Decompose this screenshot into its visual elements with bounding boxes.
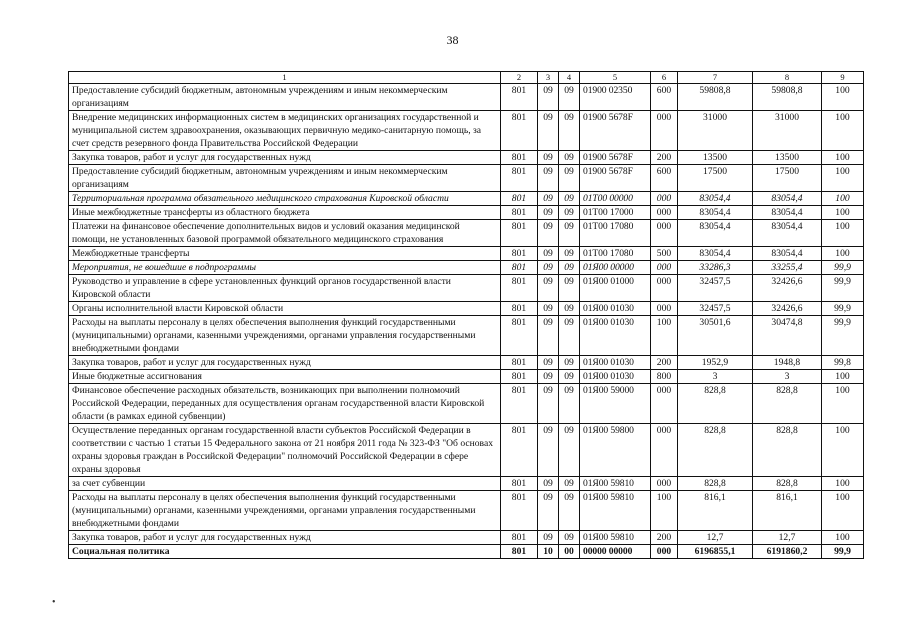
planned-amount-cell: 83054,4 <box>678 192 753 206</box>
expense-name-cell: Мероприятия, не вошедшие в подпрограммы <box>69 261 501 275</box>
planned-amount-cell: 828,8 <box>678 384 753 424</box>
target-article-cell: 01Я00 01030 <box>580 316 651 356</box>
subsection-code-cell: 09 <box>559 356 580 370</box>
section-code-cell: 09 <box>538 111 559 151</box>
table-row <box>69 192 864 206</box>
department-code-cell: 801 <box>501 275 538 302</box>
execution-percent-cell: 100 <box>822 84 864 111</box>
subsection-code-cell: 09 <box>559 424 580 477</box>
department-code-cell: 801 <box>501 206 538 220</box>
page-number: 38 <box>446 33 459 47</box>
execution-percent-cell: 99,9 <box>822 261 864 275</box>
expense-name-cell: Платежи на финансовое обеспечение дополнительных видов и условий оказания медицинской помощи, не установленных базовой программой обязательного медицинского страхования <box>69 220 501 247</box>
executed-amount-cell: 17500 <box>753 165 822 192</box>
execution-percent-cell: 100 <box>822 192 864 206</box>
department-code-cell: 801 <box>501 356 538 370</box>
target-article-cell: 01T00 17080 <box>580 247 651 261</box>
table-row <box>69 302 864 316</box>
department-code-cell: 801 <box>501 491 538 531</box>
section-code-cell: 10 <box>538 545 559 559</box>
target-article-cell: 01Я00 59000 <box>580 384 651 424</box>
execution-percent-cell: 99,9 <box>822 545 864 559</box>
table-row <box>69 424 864 477</box>
target-article-cell: 01900 5678F <box>580 165 651 192</box>
expense-type-cell: 100 <box>651 491 678 531</box>
expense-type-cell: 600 <box>651 165 678 192</box>
subsection-code-cell: 09 <box>559 302 580 316</box>
table-row <box>69 491 864 531</box>
header-cell-8: 8 <box>753 72 822 84</box>
execution-percent-cell: 100 <box>822 220 864 247</box>
expense-name-cell: Социальная политика <box>69 545 501 559</box>
department-code-cell: 801 <box>501 477 538 491</box>
subsection-code-cell: 09 <box>559 491 580 531</box>
executed-amount-cell: 6191860,2 <box>753 545 822 559</box>
target-article-cell: 01Я00 00000 <box>580 261 651 275</box>
target-article-cell: 01Я00 01000 <box>580 275 651 302</box>
expense-type-cell: 800 <box>651 370 678 384</box>
subsection-code-cell: 09 <box>559 316 580 356</box>
executed-amount-cell: 33255,4 <box>753 261 822 275</box>
execution-percent-cell: 100 <box>822 165 864 192</box>
table-row <box>69 165 864 192</box>
execution-percent-cell: 100 <box>822 477 864 491</box>
section-code-cell: 09 <box>538 192 559 206</box>
header-cell-6: 6 <box>651 72 678 84</box>
table-row <box>69 247 864 261</box>
executed-amount-cell: 83054,4 <box>753 192 822 206</box>
executed-amount-cell: 83054,4 <box>753 206 822 220</box>
executed-amount-cell: 1948,8 <box>753 356 822 370</box>
executed-amount-cell: 816,1 <box>753 491 822 531</box>
executed-amount-cell: 828,8 <box>753 424 822 477</box>
department-code-cell: 801 <box>501 424 538 477</box>
executed-amount-cell: 12,7 <box>753 531 822 545</box>
expense-type-cell: 000 <box>651 111 678 151</box>
executed-amount-cell: 30474,8 <box>753 316 822 356</box>
subsection-code-cell: 09 <box>559 84 580 111</box>
section-code-cell: 09 <box>538 220 559 247</box>
execution-percent-cell: 99,9 <box>822 302 864 316</box>
header-row <box>69 72 864 84</box>
execution-percent-cell: 100 <box>822 491 864 531</box>
planned-amount-cell: 828,8 <box>678 477 753 491</box>
section-code-cell: 09 <box>538 316 559 356</box>
department-code-cell: 801 <box>501 384 538 424</box>
target-article-cell: 01Я00 59810 <box>580 477 651 491</box>
table-row <box>69 531 864 545</box>
subsection-code-cell: 09 <box>559 477 580 491</box>
executed-amount-cell: 828,8 <box>753 477 822 491</box>
department-code-cell: 801 <box>501 151 538 165</box>
department-code-cell: 801 <box>501 111 538 151</box>
department-code-cell: 801 <box>501 165 538 192</box>
subsection-code-cell: 09 <box>559 165 580 192</box>
planned-amount-cell: 6196855,1 <box>678 545 753 559</box>
executed-amount-cell: 13500 <box>753 151 822 165</box>
department-code-cell: 801 <box>501 545 538 559</box>
expense-type-cell: 100 <box>651 316 678 356</box>
target-article-cell: 01Я00 01030 <box>580 356 651 370</box>
expense-type-cell: 000 <box>651 545 678 559</box>
executed-amount-cell: 32426,6 <box>753 275 822 302</box>
expense-name-cell: Финансовое обеспечение расходных обязательств, возникающих при выполнении полномочий Российской Федерации, переданных для осуществления органам государственной власти Кировской области (в рамках единой субвенции) <box>69 384 501 424</box>
target-article-cell: 01Я00 59810 <box>580 531 651 545</box>
header-cell-4: 4 <box>559 72 580 84</box>
planned-amount-cell: 83054,4 <box>678 220 753 247</box>
department-code-cell: 801 <box>501 220 538 247</box>
section-code-cell: 09 <box>538 151 559 165</box>
expense-type-cell: 000 <box>651 302 678 316</box>
department-code-cell: 801 <box>501 247 538 261</box>
section-code-cell: 09 <box>538 384 559 424</box>
expense-name-cell: за счет субвенции <box>69 477 501 491</box>
subsection-code-cell: 09 <box>559 220 580 247</box>
target-article-cell: 01Я00 59810 <box>580 491 651 531</box>
planned-amount-cell: 1952,9 <box>678 356 753 370</box>
table-row <box>69 477 864 491</box>
planned-amount-cell: 33286,3 <box>678 261 753 275</box>
section-code-cell: 09 <box>538 84 559 111</box>
table-row <box>69 356 864 370</box>
planned-amount-cell: 32457,5 <box>678 275 753 302</box>
expense-name-cell: Органы исполнительной власти Кировской области <box>69 302 501 316</box>
execution-percent-cell: 100 <box>822 111 864 151</box>
subsection-code-cell: 09 <box>559 370 580 384</box>
subsection-code-cell: 00 <box>559 545 580 559</box>
section-code-cell: 09 <box>538 165 559 192</box>
executed-amount-cell: 83054,4 <box>753 220 822 247</box>
execution-percent-cell: 100 <box>822 370 864 384</box>
header-cell-1: 1 <box>69 72 501 84</box>
expense-name-cell: Иные межбюджетные трансферты из областного бюджета <box>69 206 501 220</box>
department-code-cell: 801 <box>501 316 538 356</box>
section-code-cell: 09 <box>538 477 559 491</box>
planned-amount-cell: 816,1 <box>678 491 753 531</box>
planned-amount-cell: 31000 <box>678 111 753 151</box>
department-code-cell: 801 <box>501 261 538 275</box>
planned-amount-cell: 30501,6 <box>678 316 753 356</box>
executed-amount-cell: 3 <box>753 370 822 384</box>
planned-amount-cell: 83054,4 <box>678 206 753 220</box>
expense-type-cell: 000 <box>651 477 678 491</box>
expense-name-cell: Закупка товаров, работ и услуг для государственных нужд <box>69 531 501 545</box>
department-code-cell: 801 <box>501 370 538 384</box>
execution-percent-cell: 99,8 <box>822 356 864 370</box>
section-code-cell: 09 <box>538 370 559 384</box>
expense-type-cell: 000 <box>651 192 678 206</box>
budget-table <box>68 71 864 559</box>
planned-amount-cell: 59808,8 <box>678 84 753 111</box>
table-body <box>69 84 864 559</box>
header-cell-9: 9 <box>822 72 864 84</box>
planned-amount-cell: 13500 <box>678 151 753 165</box>
execution-percent-cell: 100 <box>822 206 864 220</box>
header-cell-2: 2 <box>501 72 538 84</box>
target-article-cell: 01900 5678F <box>580 151 651 165</box>
department-code-cell: 801 <box>501 84 538 111</box>
execution-percent-cell: 99,9 <box>822 275 864 302</box>
planned-amount-cell: 12,7 <box>678 531 753 545</box>
target-article-cell: 01900 5678F <box>580 111 651 151</box>
target-article-cell: 01T00 17080 <box>580 220 651 247</box>
table-row <box>69 111 864 151</box>
table-row <box>69 220 864 247</box>
executed-amount-cell: 828,8 <box>753 384 822 424</box>
subsection-code-cell: 09 <box>559 261 580 275</box>
subsection-code-cell: 09 <box>559 384 580 424</box>
target-article-cell: 01T00 17000 <box>580 206 651 220</box>
table-row <box>69 206 864 220</box>
execution-percent-cell: 99,9 <box>822 316 864 356</box>
expense-type-cell: 000 <box>651 424 678 477</box>
table-row <box>69 261 864 275</box>
header-cell-3: 3 <box>538 72 559 84</box>
table-row <box>69 275 864 302</box>
expense-type-cell: 000 <box>651 384 678 424</box>
expense-name-cell: Иные бюджетные ассигнования <box>69 370 501 384</box>
expense-name-cell: Внедрение медицинских информационных систем в медицинских организациях государственной и муниципальной систем здравоохранения, оказывающих первичную медико-санитарную помощь, за счет средств резервного фонда Правительства Российской Федерации <box>69 111 501 151</box>
planned-amount-cell: 83054,4 <box>678 247 753 261</box>
table-row <box>69 384 864 424</box>
expense-name-cell: Предоставление субсидий бюджетным, автономным учреждениям и иным некоммерческим организациям <box>69 165 501 192</box>
execution-percent-cell: 100 <box>822 384 864 424</box>
target-article-cell: 01Я00 01030 <box>580 370 651 384</box>
target-article-cell: 01Я00 59800 <box>580 424 651 477</box>
target-article-cell: 01900 02350 <box>580 84 651 111</box>
subsection-code-cell: 09 <box>559 531 580 545</box>
expense-type-cell: 000 <box>651 275 678 302</box>
executed-amount-cell: 59808,8 <box>753 84 822 111</box>
section-code-cell: 09 <box>538 261 559 275</box>
executed-amount-cell: 32426,6 <box>753 302 822 316</box>
section-code-cell: 09 <box>538 491 559 531</box>
subsection-code-cell: 09 <box>559 111 580 151</box>
executed-amount-cell: 83054,4 <box>753 247 822 261</box>
expense-type-cell: 000 <box>651 206 678 220</box>
expense-type-cell: 500 <box>651 247 678 261</box>
expense-name-cell: Руководство и управление в сфере установленных функций органов государственной власти Кировской области <box>69 275 501 302</box>
section-code-cell: 09 <box>538 531 559 545</box>
table-row <box>69 84 864 111</box>
target-article-cell: 01T00 00000 <box>580 192 651 206</box>
execution-percent-cell: 100 <box>822 424 864 477</box>
section-code-cell: 09 <box>538 275 559 302</box>
planned-amount-cell: 3 <box>678 370 753 384</box>
expense-name-cell: Осуществление переданных органам государственной власти субъектов Российской Федерации в соответствии с частью 1 статьи 15 Федерального закона от 21 ноября 2011 года № 323-ФЗ "Об основах охраны здоровья граждан в Российской Федерации" полномочий Российской Федерации в сфере охраны здоровья <box>69 424 501 477</box>
planned-amount-cell: 828,8 <box>678 424 753 477</box>
target-article-cell: 01Я00 01030 <box>580 302 651 316</box>
table-row <box>69 545 864 559</box>
expense-type-cell: 200 <box>651 151 678 165</box>
subsection-code-cell: 09 <box>559 247 580 261</box>
section-code-cell: 09 <box>538 356 559 370</box>
execution-percent-cell: 100 <box>822 247 864 261</box>
expense-type-cell: 600 <box>651 84 678 111</box>
subsection-code-cell: 09 <box>559 275 580 302</box>
header-cell-5: 5 <box>580 72 651 84</box>
expense-name-cell: Межбюджетные трансферты <box>69 247 501 261</box>
section-code-cell: 09 <box>538 206 559 220</box>
table-row <box>69 151 864 165</box>
department-code-cell: 801 <box>501 531 538 545</box>
expense-type-cell: 200 <box>651 531 678 545</box>
margin-mark: • <box>52 597 56 608</box>
subsection-code-cell: 09 <box>559 192 580 206</box>
expense-name-cell: Территориальная программа обязательного медицинского страхования Кировской области <box>69 192 501 206</box>
section-code-cell: 09 <box>538 424 559 477</box>
expense-name-cell: Расходы на выплаты персоналу в целях обеспечения выполнения функций государственными (муниципальными) органами, казенными учреждениями, органами управления государственными внебюджетными фондами <box>69 316 501 356</box>
planned-amount-cell: 17500 <box>678 165 753 192</box>
department-code-cell: 801 <box>501 302 538 316</box>
executed-amount-cell: 31000 <box>753 111 822 151</box>
section-code-cell: 09 <box>538 247 559 261</box>
expense-name-cell: Предоставление субсидий бюджетным, автономным учреждениям и иным некоммерческим организациям <box>69 84 501 111</box>
execution-percent-cell: 100 <box>822 151 864 165</box>
expense-name-cell: Закупка товаров, работ и услуг для государственных нужд <box>69 151 501 165</box>
expense-type-cell: 000 <box>651 261 678 275</box>
subsection-code-cell: 09 <box>559 151 580 165</box>
table-row <box>69 316 864 356</box>
expense-type-cell: 200 <box>651 356 678 370</box>
target-article-cell: 00000 00000 <box>580 545 651 559</box>
subsection-code-cell: 09 <box>559 206 580 220</box>
execution-percent-cell: 100 <box>822 531 864 545</box>
section-code-cell: 09 <box>538 302 559 316</box>
expense-type-cell: 000 <box>651 220 678 247</box>
header-cell-7: 7 <box>678 72 753 84</box>
expense-name-cell: Расходы на выплаты персоналу в целях обеспечения выполнения функций государственными (муниципальными) органами, казенными учреждениями, органами управления государственными внебюджетными фондами <box>69 491 501 531</box>
expense-name-cell: Закупка товаров, работ и услуг для государственных нужд <box>69 356 501 370</box>
table-row <box>69 370 864 384</box>
department-code-cell: 801 <box>501 192 538 206</box>
planned-amount-cell: 32457,5 <box>678 302 753 316</box>
